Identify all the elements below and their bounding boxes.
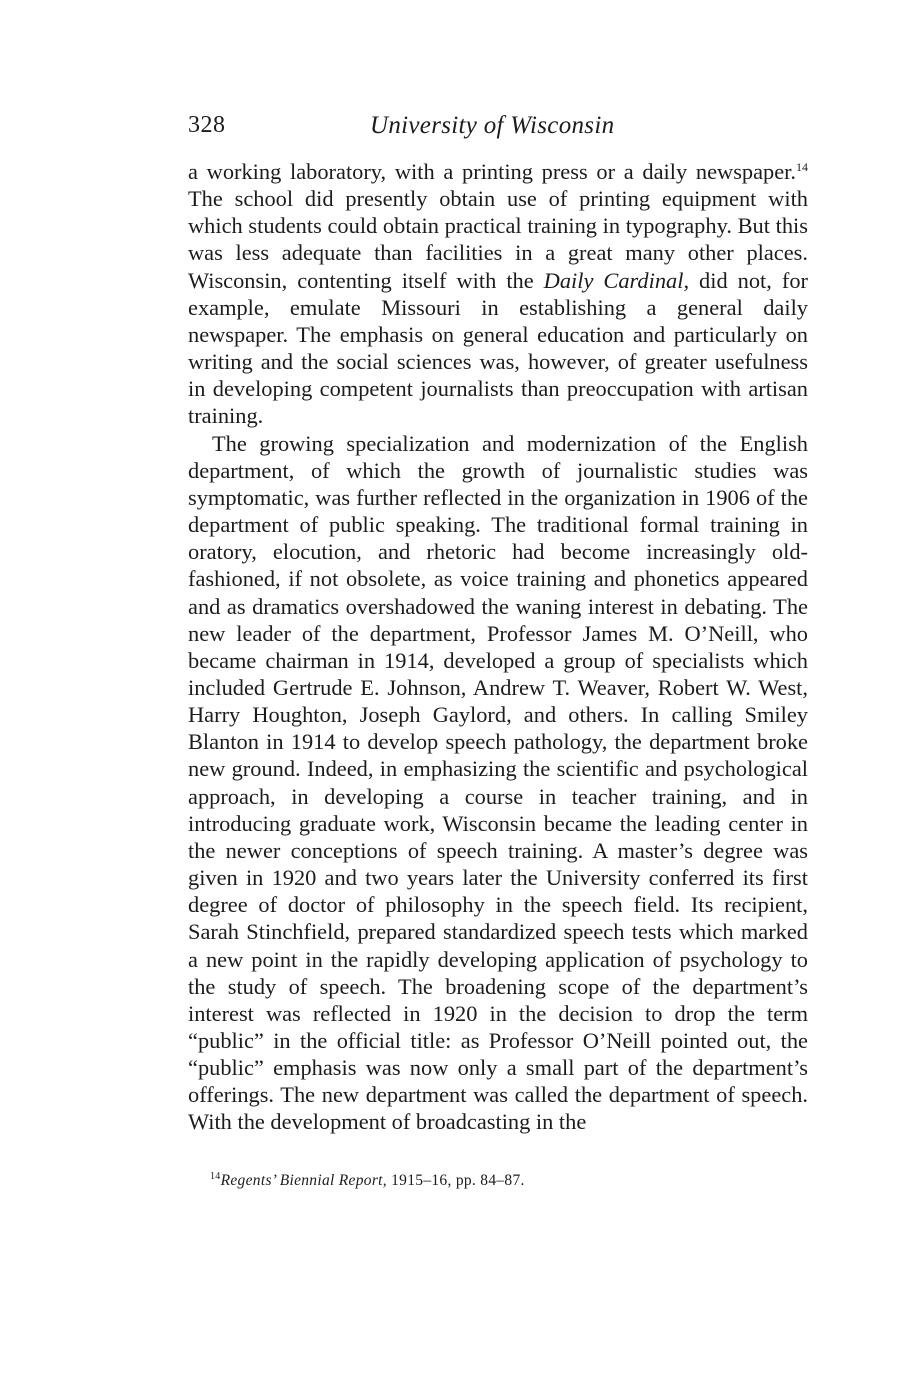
newspaper-title: Daily Cardinal, bbox=[543, 267, 690, 293]
page-number: 328 bbox=[188, 112, 226, 138]
paragraph-2: The growing specialization and modernization of the English department, of which the growth of journalistic studies was symptomatic, was further reflected in the organization in 1906 of the department of public speaking. The traditional formal training in oratory, elocution, and rhetoric had become increasingly old-fashioned, if not obsolete, as voice training and phonetics appeared and as dramatics overshadowed the waning interest in debating. The new leader of the department, Professor James M. O’Neill, who became chairman in 1914, developed a group of specialists which included Gertrude E. Johnson, Andrew T. Weaver, Robert W. West, Harry Houghton, Joseph Gaylord, and others. In calling Smiley Blanton in 1914 to develop speech pathology, the department broke new ground. Indeed, in emphasizing the scientific and psychological approach, in developing a course in teacher training, and in introducing graduate work, Wisconsin became the leading center in the newer conceptions of speech training. A master’s degree was given in 1920 and two years later the University conferred its first degree of doctor of philosophy in the speech field. Its recipient, Sarah Stinchfield, prepared standardized speech tests which marked a new point in the rapidly developing application of psychology to the study of speech. The broadening scope of the department’s interest was reflected in 1920 in the decision to drop the term “public” in the official title: as Professor O’Neill pointed out, the “public” emphasis was now only a small part of the department’s offerings. The new department was called the department of speech. With the development of broadcasting in the bbox=[188, 430, 808, 1135]
paragraph-1-part-1: a working laboratory, with a printing press or a daily newspaper. bbox=[188, 159, 796, 184]
footnote-source-title: Regents’ Biennial Report, bbox=[220, 1172, 387, 1189]
footnote-citation: 1915–16, pp. 84–87. bbox=[386, 1172, 525, 1189]
paragraph-1-part-2: The school did presently obtain use of printing equipment with which students could obtain practical training in typography. But this was less adequate than facilities in a great many other places. Wisconsin, contenting itself with the bbox=[188, 186, 808, 293]
paragraph-1-part-3: did not, for example, emulate Missouri in establishing a general daily newspaper. The emphasis on general education and particularly on writing and the social sciences was, however, of greater usefulness in developing competent journalists than preoccupation with artisan training. bbox=[188, 267, 808, 429]
running-head bbox=[188, 112, 808, 152]
body-text bbox=[188, 158, 808, 1136]
footnote bbox=[210, 1172, 525, 1190]
footnote-reference: 14 bbox=[796, 160, 808, 174]
running-title: University of Wisconsin bbox=[370, 112, 615, 139]
footnote-marker: 14 bbox=[210, 1171, 221, 1182]
paragraph-1 bbox=[188, 158, 808, 430]
